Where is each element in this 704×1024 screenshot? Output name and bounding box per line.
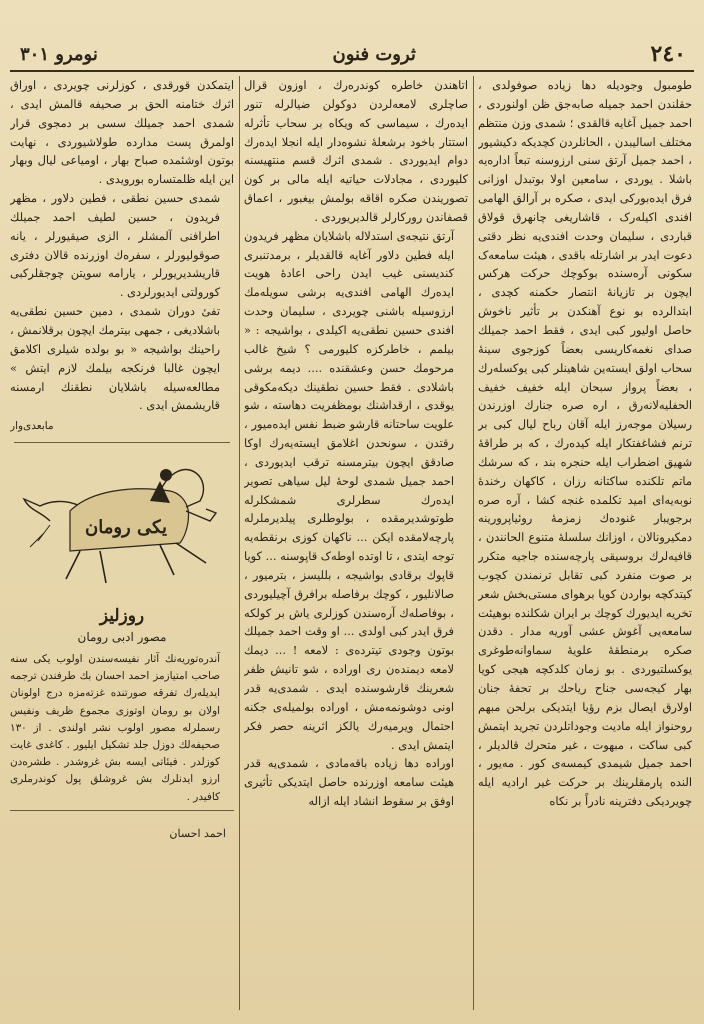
author-signature: احمد احسان (169, 826, 226, 840)
journal-title: ثروت فنون (332, 43, 416, 65)
horse-rider-illustration (10, 451, 234, 601)
continued-note: مابعدی‌وار (10, 420, 54, 433)
column-middle-paragraph-3: اوراده دها زیاده باقه‌مادی ، شمدی‌یه قدر هیئت سامعه اوزرنده حاصل ایتدیکی تأثیری اوفق بر سقوط انشاد ایله ازاله (244, 756, 454, 809)
column-divider-left (239, 76, 240, 1010)
column-left-paragraph-2: شمدی حسین نطقی ، فطین دلاور ، مظهر فریدون ، حسین لطیف احمد جمیلك اطرافنی آلمشلر ، الزی صیقیورلر ، یانه صوقولیورلر ، سفره‌ك اوزرنده قالان دفتری قاریشدیریورلر ، یارامه سویتن چوجقلرکبی کورولتی ایدیورلردی . (10, 191, 220, 300)
column-left-paragraph-3: تفیٔ دوران شمدی ، دمین حسین نطقی‌یه باشلادیغی ، جمهی بیترمك ایچون برقلانمش ، راحینك بواشیجه « بو بولده شیلری اکلامق ایچون غالبا فرنکجه بیلمك لازم ایتش » مطالعه‌سیله باشلایان نطقنك ارمسنه قاریشمش ایدی . (10, 304, 220, 413)
column-right (478, 76, 692, 1006)
column-left (10, 76, 234, 1006)
column-middle-paragraph-2: آرتق نتیجه‌ی استدلاله باشلایان مظهر فریدون ایله فطین دلاور آغایه قالقدیلر ، برمدتنبری کندیسنی غیب ایدن راحی اعادهٔ هویت ایده‌رك الهامی افندی‌یه برشی سویله‌مك ارزوسیله باشنی چویردی ، سلیمان وحدت افندی حسین نطقی‌یه اکیلدی ، بواشیجه : « بیلمم ، خاطرکزه کلیورمی ؟ شیخ غالب مرحومك حسن وعشقنده .... دیمه برشی باشلادی . فقط حسین نطقینك دیکه‌مکوقی یوقدی ، ارقداشنك بومظفریت دهاسته ، شو علویت ساحتانه قارشو ضبط نفس ایده‌میور ، رقتدن ، سونحدن اغلامق ایسته‌یه‌رك اوکا صادقق ایچون بیترمسنه ترقب ایدیوردی ، احمد جمیل شمدی لوحهٔ لیل سیاهی تصویر ایده‌رك سطرلری شمشکلرله طوتوشدیرمقده ، بولوطلری پیلدیرملرله پارچه‌لامقده ایکن ... ناکهان کوزی برنقطه‌یه توجه ایتدی ، تا اوتده اوطه‌ک قاپوسنه ... کویا قاپوك برقادی بواشیجه ، بللیسز ، بترمیور ، صالانلیور ، کوچك برفاصله برافرق آچیلیوردی ، بوفاصله‌ك آره‌سندن کوزلری یاش بر کولکه فرق ایدر کبی اولدی ... او وقت احمد جمیلك بوتون وجودی تیترده‌ی : لامعه ! ... دیمك لامعه دیمنده‌ن ری اوراده ، شو تانیش ظفر شعرینك قارشوسنده ایدی . شمدی‌یه قدر اونی دوشونمه‌مش ، اوراده بولمیله‌ی جکنه احتمال ویرمیه‌رك یالکز اثرینه حصر فکر ایتمش ایدی . (244, 228, 454, 752)
bottom-rule (10, 810, 234, 811)
section-divider (14, 442, 230, 443)
column-left-paragraph-1: ایتمکدن قورقدی ، کوزلرنی چویردی ، اوراق اثرك ختامنه الحق بر صحیفه قالمش ایدی ، شمدی احمد جمیلك سسی بر دمجوی قرار اولمرق پست مدارده طولاشیوردی ، نهایت بوتون اوشئمده صباح بهار ، اومیاعی لیال وبهار این ایله ظلمتساره بورویدی . (10, 78, 234, 187)
ornament-banner-text: یکی رومان (85, 517, 167, 539)
novel-subtitle: مصور ادبی رومان (77, 630, 167, 645)
column-right-text: طومبول وجودیله دها زیاده صوفولدی ، حقلندن احمد جمیله صابه‌جق ظن اولنوردی ، احمد جمیل آغایه قالقدی ؛ شمدی وزن منتظم مختلف اسالیبدن ، الحانلردن کچدیکه دکیشیور ، احمد جمیل آرتق سنی ارزوسنه تبعاً اداره‌یه باشلا . یوردی ، سامعین اولا بوتبدل اوزانی فرق ایده‌بورکی ایدی ، صکره بر آرالق الهامی افندی اکیله‌رک ، قاشاریغی چانهرق قولاق قباردی ، سلیمان وحدت افندی‌یه نظر دقتی دعوت ایدر بر اشارتله باقدی ، هیئت سامعه‌ک سکونی آره‌سنده بوکوچك حرکت هرکس ایچون بر تازیانهٔ انتصار حکمنه کچدی ، ابتدالرده بو نوع آهنکدن بر تأثیر ناخوش حاصل اولیور کبی ایدی ، فقط احمد جمیلك صدای نغمه‌کاریسی بعضاً کوزجوی سینهٔ سحاب اولق ایسته‌ین شاهینلر کبی یوکسله‌رك ، بعضاً پرواز سبحان ایله خفیف خفیف الحفلیه‌لانه‌رق ، اره صره جنارك اوزرندن رسیلان موجه‌رز ایله آقان رباح لیال کبی بر ترنم فشاغفتکار ایله کیده‌رك ، که بر طراقهٔ شهیق اضطراب ایله حنجره بند ، که سرشك ماتم تلکنده ساکتانه رزان ، کاکهان رخنده‌ٔ نوبه‌یه‌ای امید تکلمده غنجه کشا ، آره صره برجویبار غنوده‌ك زمزمهٔ روئیاپرورینه دمکیرونالان ، اوزانك سلسلهٔ متنوع الحانندن ، قافیه‌لرك بروسیقی پارچه‌سنده جاجیه متکرر بر صوت منفرد کبی تقابل ترنمندن کچوب کیتدکچه بواردن کویا برهوای مستی‌بخش شعر تخریه ایدیورك کوچك بر ایران شکلنده بوهیئت سامعه‌یی آغوش عشی آوریه مدار . دقدن صکره برمنطقهٔ علویهٔ سماوانه‌طوغری یوکسلتیوردی . بو زمان کلدکچه هیجی کویا بهار کیجه‌سی جناح ریاحك بر تحفهٔ جنان اولارق ایصال بزم رؤیا ایتدیکی برلحن مبهم روحنواز ایله مادیت وجوداتلردن تجرید ایتمش کبی ساکت ، مبهوت ، غیر متحرك قالدیلر ، احمد جمیل شیمدی کیمسه‌ی کور . مه‌یور ، النده پارمقلرینك بر حرکت غیر ارادیه ایله چویردیکی دفترینه نادراً بر نکاه (478, 78, 692, 809)
column-divider-right (473, 76, 474, 1010)
novel-announcement: آندره‌توریه‌نك آثار نفیسه‌سندن اولوب یکی سنه صاحب امتیازمز احمد احسان بك طرفندن ترجمه ایدیله‌رك تفرقه صورتنده غزته‌مزه درج اولونان اولان بو رومان اوتوزی مجموع ظریف ونفیس رسملرله مصور اولوب نشر اولندی . از ١٣٠ صحیفه‌لك دوزل جلد تشکیل ایلیور . کاغدی غایت کوزلدر . فیئاتی ایسه بش غروشدر . طشره‌دن ارزو ایدنلرك بش غروشلق پول کوندرملری کافیدر . (10, 653, 220, 803)
page-number: ٢٤٠ (650, 41, 686, 67)
page-header (10, 38, 694, 72)
column-middle-paragraph-1: اتاهندن خاطره کوندره‌رك ، اوزون قرال صاچلری لامعه‌لردن دوکولن ضیالرله تنور ایده‌رك ، سیماسی که ویکاه بر سحاب تأثرله استتار باخود برشعلهٔ نشوه‌دار ایله انجلا ایده‌رك دوام ایدیوردی . شمدی اثرك قسم منتهیسنه کلیوردی ، مجادلات حیاتیه ایله مالی بر کون تصوریندن صکره اقاقه بولمش بیغبور ، اعماق قصفاندن رورکارلر قالدیریوردی . (244, 78, 468, 224)
novel-title: روزلیز (99, 606, 145, 627)
issue-number: نومرو ٣٠١ (20, 43, 98, 65)
rider-banner-icon (10, 451, 234, 601)
column-middle (244, 76, 468, 1006)
